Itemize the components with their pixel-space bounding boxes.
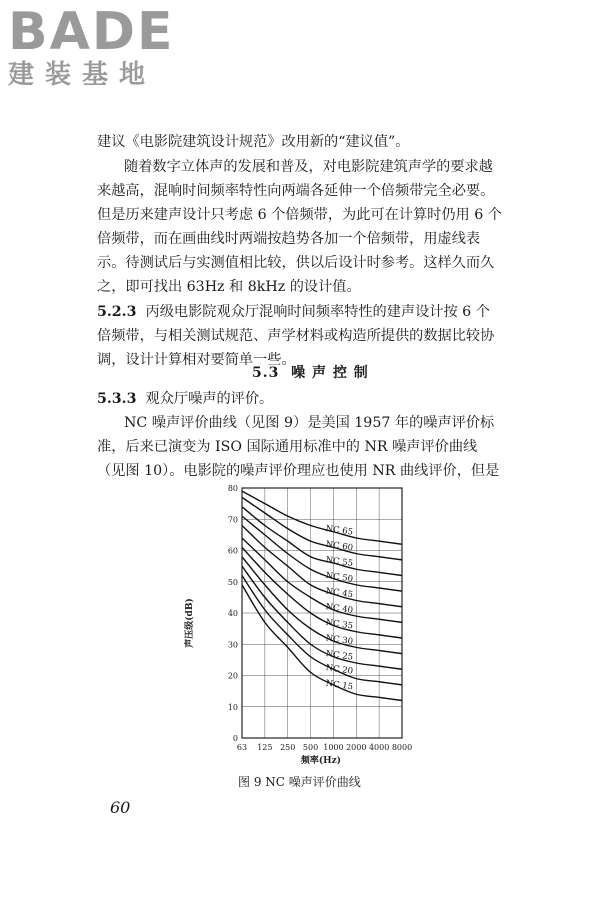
nc-curve-label: NC 60 — [325, 539, 354, 554]
nc-curve-label: NC 50 — [325, 570, 354, 585]
y-tick-label: 10 — [227, 702, 238, 712]
y-tick-label: 70 — [227, 515, 238, 525]
y-tick-label: 40 — [227, 609, 238, 618]
nc-curve-label: NC 40 — [325, 602, 354, 616]
text-line: 但是历来建声设计只考虑 6 个倍频带，为此可在计算时仍用 6 个 — [97, 207, 502, 223]
x-tick-label: 125 — [257, 743, 273, 752]
text-line: 调，设计计算相对要简单一些。 — [97, 352, 296, 368]
nc-curve — [242, 585, 402, 701]
x-tick-label: 250 — [280, 743, 296, 752]
figure-caption: 图 9 NC 噪声评价曲线 — [238, 775, 361, 789]
clause-line — [97, 302, 490, 322]
y-tick-label: 50 — [227, 577, 238, 587]
x-tick-label: 2000 — [346, 743, 367, 752]
text-line: 随着数字立体声的发展和普及，对电影院建筑声学的要求越 — [124, 159, 493, 175]
nc-curve-label: NC 55 — [325, 555, 354, 569]
nc-curve-label: NC 30 — [325, 633, 354, 648]
page-number: 60 — [110, 798, 131, 817]
nc-curve — [242, 557, 402, 654]
logo-brand: BADE — [8, 2, 175, 62]
text-line: NC 噪声评价曲线（见图 9）是美国 1957 年的噪声评价标 — [124, 415, 495, 431]
nc-curve-label: NC 20 — [325, 663, 354, 677]
logo-subtitle: 建装基地 — [8, 60, 157, 90]
nc-curve-label: NC 25 — [325, 648, 354, 663]
text-line: （见图 10）。电影院的噪声评价理应也使用 NR 曲线评价，但是 — [97, 463, 500, 479]
text-line: 准，后来已演变为 ISO 国际通用标准中的 NR 噪声评价曲线 — [97, 439, 478, 455]
x-tick-label: 4000 — [368, 743, 390, 752]
section-number: 5.3 — [252, 365, 280, 381]
y-tick-label: 60 — [227, 546, 238, 556]
chart-y-label: 声压级(dB) — [185, 598, 195, 648]
nc-curve — [242, 523, 402, 607]
clause-number: 5.2.3 — [97, 304, 137, 320]
text-line: 倍频带，与相关测试规范、声学材料或构造所提供的数据比较协 — [97, 328, 495, 344]
clause-line — [97, 389, 273, 409]
nc-curve-label: NC 15 — [325, 678, 354, 693]
section-heading — [252, 362, 369, 382]
nc-curve — [242, 576, 402, 685]
x-tick-label: 500 — [302, 743, 319, 752]
chart-curves — [242, 491, 402, 700]
x-tick-label: 1000 — [323, 743, 344, 752]
x-tick-label: 8000 — [391, 743, 413, 752]
nc-curve-label: NC 35 — [325, 617, 354, 632]
clause-number: 5.3.3 — [97, 391, 137, 407]
nc-chart — [180, 478, 420, 773]
x-tick-label: 63 — [236, 743, 248, 752]
text-line: 建议《电影院建筑设计规范》改用新的“建议值”。 — [97, 134, 410, 150]
chart-curve-labels — [325, 524, 354, 692]
chart-x-label: 频率(Hz) — [300, 756, 342, 766]
y-tick-label: 0 — [232, 734, 238, 743]
text-line: 示。待测试后与实测值相比较，供以后设计时参考。这样久而久 — [97, 255, 495, 271]
clause-text: 观众厅噪声的评价。 — [145, 391, 274, 407]
chart-x-ticks — [237, 743, 412, 752]
y-tick-label: 80 — [227, 484, 238, 493]
watermark-logo — [8, 4, 178, 90]
section-title: 噪 声 控 制 — [291, 365, 369, 381]
nc-curve-label: NC 45 — [325, 586, 354, 601]
y-tick-label: 30 — [227, 640, 238, 650]
chart-y-ticks — [228, 484, 238, 743]
y-tick-label: 20 — [227, 671, 238, 681]
text-line: 之，即可找出 63Hz 和 8kHz 的设计值。 — [97, 279, 361, 295]
text-line: 来越高，混响时间频率特性向两端各延伸一个倍频带完全必要。 — [97, 183, 495, 199]
text-line: 倍频带，而在画曲线时两端按趋势各加一个倍频带，用虚线表 — [97, 231, 481, 247]
clause-text: 丙级电影院观众厅混响时间频率特性的建声设计按 6 个 — [145, 304, 490, 320]
nc-curve-label: NC 65 — [325, 523, 354, 538]
nc-curve — [242, 516, 402, 591]
